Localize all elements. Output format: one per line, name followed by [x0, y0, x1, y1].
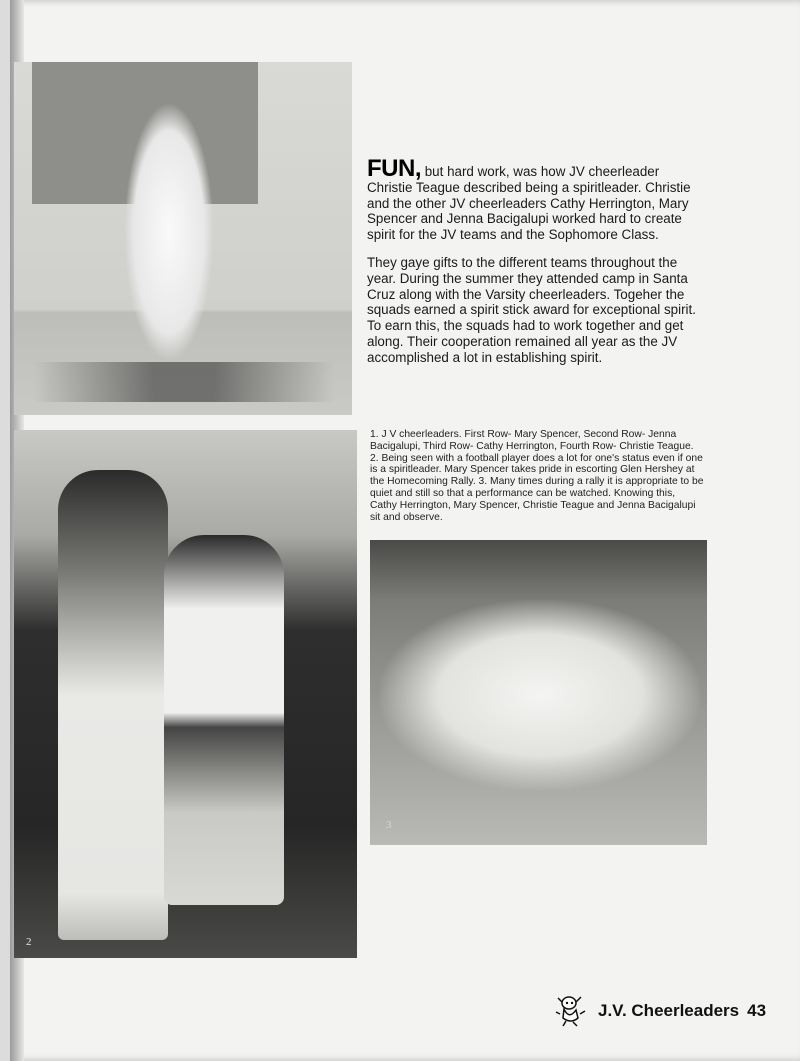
paragraph-1-text: but hard work, was how JV cheerleader Christie Teague described being a spiritleader. Christie and the other JV cheerleaders Cathy Herrington, Mary Spencer and Jenna Bacigalupi worked hard to create spirit for the JV teams and the Sophomore Class. — [367, 164, 691, 243]
page-number: 43 — [747, 1001, 767, 1020]
mascot-icon — [554, 994, 588, 1028]
photo-cheer-pyramid — [14, 62, 352, 415]
photo-caption: 1. J V cheerleaders. First Row- Mary Spencer, Second Row- Jenna Bacigalupi, Third Row- Cathy Herrington, Fourth Row- Christie Teague. 2. Being seen with a football player does a lot for one's status even if one is a spiritleader. Mary Spencer takes pride in escorting Glen Hershey at the Homecoming Rally. 3. Many times during a rally it is appropriate to be quiet and still so that a performance can be watched. Knowing this, Cathy Herrington, Mary Spencer, Christie Teague and Jenna Bacigalupi sit and observe. — [370, 429, 704, 523]
photo-seated-cheerleaders — [370, 540, 707, 845]
cheerleader-stack — [124, 102, 214, 362]
splits-legs — [34, 362, 334, 402]
footer-section-label: J.V. Cheerleaders — [598, 1001, 740, 1020]
article-paragraph-2: They gaye gifts to the different teams throughout the year. During the summer they attended camp in Santa Cruz along with the Varsity cheerleaders. Togeher the squads earned a spirit stick award for exceptional spirit. To earn this, the squads had to work together and get along. Their cooperation remained all year as the JV accomplished a lot in establishing spirit. — [367, 255, 696, 365]
photo-number-3: 3 — [386, 819, 392, 831]
page-footer — [554, 994, 766, 1028]
football-player-figure — [58, 470, 168, 940]
photo-number-2: 2 — [26, 936, 32, 948]
cheerleader-figure — [164, 535, 284, 905]
photo-homecoming-escort — [14, 430, 357, 958]
seated-group — [380, 600, 700, 790]
yearbook-page — [10, 0, 800, 1061]
article-paragraph-1 — [367, 155, 702, 243]
lead-word: FUN, — [367, 155, 421, 182]
